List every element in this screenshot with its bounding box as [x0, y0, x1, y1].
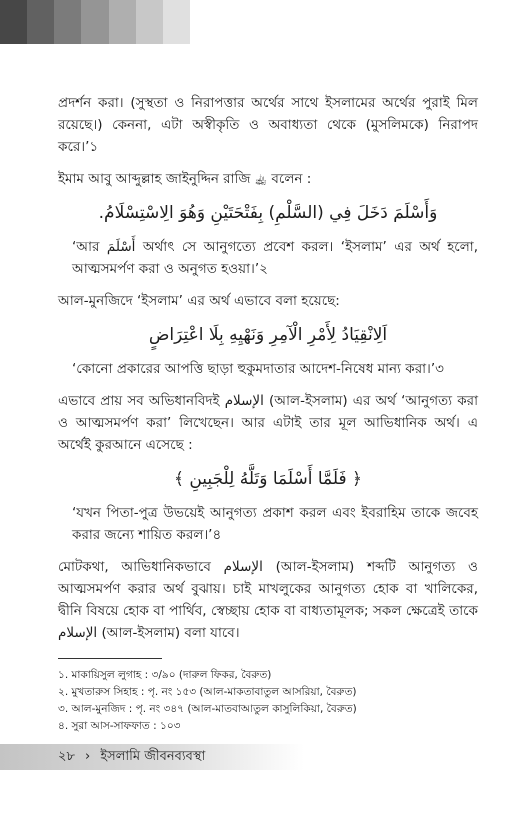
- chevron-right-icon: ›: [85, 749, 91, 764]
- arabic-quote-2: اَلِانْقِيَادُ لِأَمْرِ الْآمِرِ وَنَهْيِهِ بِلَا اعْتِرَاضٍ: [148, 325, 388, 345]
- paragraph-1: প্রদর্শন করা। (সুস্থতা ও নিরাপত্তার অর্থের সাথে ইসলামের অর্থের পুরাই মিল রয়েছে।) কেননা, এটা অস্বীকৃতি ও অবাধ্যতা থেকে (মুসলিমকে) নিরাপদ করে।’১: [58, 95, 478, 155]
- paragraph-5: মোটকথা, আভিধানিকভাবে الإسلام (আল-ইসলাম) শব্দটি আনুগত্য ও আত্মসমর্পণ করার অর্থ বুঝায়। চাই মাখলুকের আনুগত্য হোক বা খালিকের, দ্বীনি বিষয়ে হোক বা পার্থিব, স্বেচ্ছায় হোক বা বাধ্যতামূলক; সকল ক্ষেত্রেই তাকে الإسلام (আল-ইসলাম) বলা যাবে।: [58, 559, 478, 641]
- header-decor-bar: [0, 0, 190, 44]
- page-footer: [58, 744, 211, 770]
- header-decor-block: [136, 0, 163, 44]
- paragraph-2: ইমাম আবু আব্দুল্লাহ জাইনুদ্দিন রাজি ﵀ বলেন :: [58, 171, 312, 187]
- footnote-3: ৩. আল-মুনজিদ : পৃ. নং ৩৪৭ (আল-মাতবাআতুল কাসুলিকিয়া, বৈরুত): [58, 703, 357, 715]
- header-decor-block: [81, 0, 108, 44]
- paragraph-4: এভাবে প্রায় সব অভিধানবিদই الإسلام (আল-ইসলাম) এর অর্থ ‘আনুগত্য করা ও আত্মসমর্পণ করা’ লিখেছেন। আর এটাই তার মূল আভিধানিক অর্থ। এ অর্থেই কুরআনে এসেছে :: [58, 393, 478, 453]
- translation-2: ‘কোনো প্রকারের আপত্তি ছাড়া হুকুমদাতার আদেশ-নিষেধ মান্য করা।’৩: [72, 361, 444, 377]
- header-decor-block: [109, 0, 136, 44]
- header-decor-block: [54, 0, 81, 44]
- header-decor-block: [0, 0, 27, 44]
- footnote-1: ১. মাকায়িসুল লুগাহ : ৩/৯০ (দারুল ফিকর, বৈরুত): [58, 669, 272, 681]
- translation-1: ‘আর أَسْلَمَ অর্থাৎ সে আনুগত্যে প্রবেশ করল। ‘ইসলাম’ এর অর্থ হলো, আত্মসমর্পণ করা ও অনুগত হওয়া।’২: [72, 239, 478, 277]
- translation-3: ‘যখন পিতা-পুত্র উভয়েই আনুগত্য প্রকাশ করল এবং ইবরাহিম তাকে জবেহ করার জন্যে শায়িত করল।’৪: [72, 505, 478, 543]
- page-content: [58, 92, 478, 735]
- footnote-2: ২. মুখতারুস সিহাহ : পৃ. নং ১৫৩ (আল-মাকতাবাতুল আসরিয়া, বৈরুত): [58, 686, 357, 698]
- header-decor-block: [163, 0, 190, 44]
- page-number: ২৮: [58, 749, 75, 764]
- header-decor-block: [27, 0, 54, 44]
- quran-verse: ﴿ فَلَمَّا أَسْلَمَا وَتَلَّهُ لِلْجَبِينِ ﴾: [174, 469, 362, 489]
- paragraph-3: আল-মুনজিদে ‘ইসলাম’ এর অর্থ এভাবে বলা হয়েছে:: [58, 293, 340, 309]
- arabic-quote-1: وَأَسْلَمَ دَخَلَ فِي (السَّلْمِ) بِفَتْحَتَيْنِ وَهُوَ الِاسْتِسْلَامُ.: [98, 203, 438, 223]
- footnote-4: ৪. সুরা আস-সাফফাত : ১০৩: [58, 720, 181, 732]
- footnote-divider: [58, 658, 162, 659]
- book-title: ইসলামি জীবনব্যবস্থা: [100, 749, 206, 764]
